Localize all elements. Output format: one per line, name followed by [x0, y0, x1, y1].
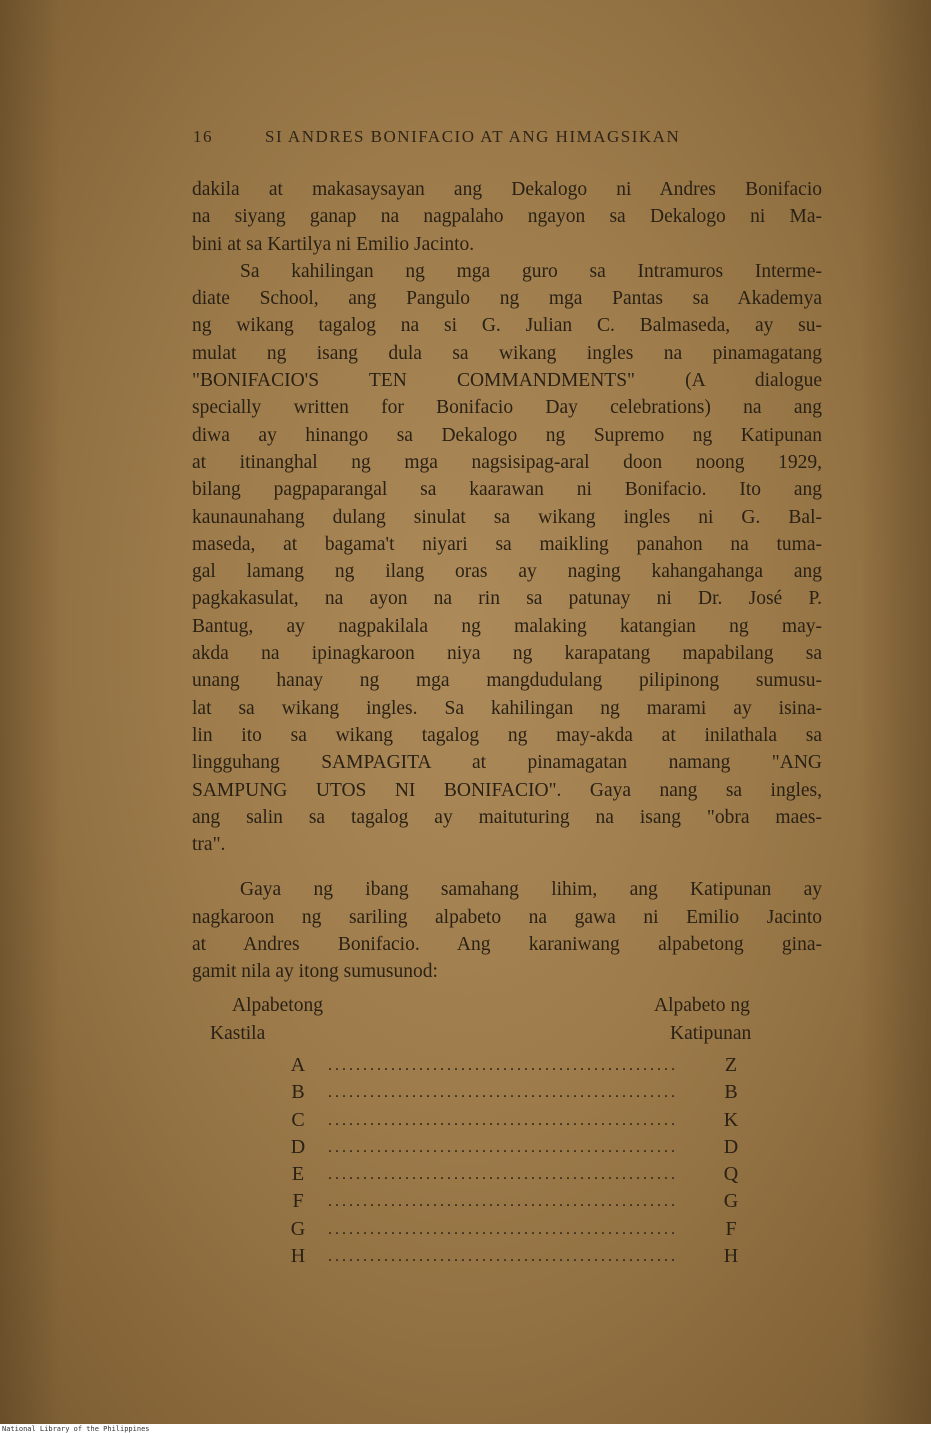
- heading-line: Alpabeto ng: [654, 995, 750, 1016]
- text-line: lat sa wikang ingles. Sa kahilingan ng marami ay isina-: [192, 697, 822, 719]
- text-line: ng wikang tagalog na si G. Julian C. Balmaseda, ay su-: [192, 315, 822, 337]
- page-number: 16: [193, 127, 213, 146]
- kastila-letter: H: [290, 1245, 306, 1268]
- kastila-letter: B: [291, 1081, 305, 1104]
- text-line: gal lamang ng ilang oras ay naging kahangahanga ang: [192, 561, 822, 583]
- text-line: bini at sa Kartilya ni Emilio Jacinto.: [192, 233, 475, 255]
- text-line: akda na ipinagkaroon niya ng karapatang mapabilang sa: [192, 643, 822, 665]
- dot-leader: ..................................................: [328, 1248, 678, 1266]
- heading-line: Katipunan: [670, 1023, 752, 1044]
- text-line: tra".: [192, 834, 226, 856]
- page-shadow-right: [861, 0, 931, 1424]
- kastila-letter: C: [291, 1108, 305, 1131]
- katipunan-letter: D: [723, 1135, 739, 1158]
- dot-leader: ..................................................: [328, 1193, 678, 1211]
- kastila-letter: A: [290, 1054, 306, 1076]
- heading-kastila: [210, 992, 323, 1048]
- dot-leader: ..................................................: [328, 1057, 678, 1074]
- katipunan-letter: K: [723, 1108, 739, 1131]
- heading-line: Alpabetong: [232, 995, 323, 1016]
- katipunan-letter: H: [723, 1245, 739, 1268]
- text-line: nagkaroon ng sariling alpabeto na gawa ni Emilio Jacinto: [192, 906, 822, 928]
- text-line: diate School, ang Pangulo ng mga Pantas sa Akademya: [192, 288, 822, 310]
- text-line: specially written for Bonifacio Day celebrations) na ang: [192, 397, 822, 419]
- kastila-letter: G: [290, 1217, 306, 1240]
- alphabet-row: [286, 1190, 756, 1217]
- text-line: SAMPUNG UTOS NI BONIFACIO". Gaya nang sa ingles,: [192, 779, 822, 801]
- page-shadow-left: [0, 0, 60, 1424]
- dot-leader: ..................................................: [328, 1220, 678, 1238]
- text-line: gamit nila ay itong sumusunod:: [192, 961, 438, 983]
- paragraph-gap: [192, 858, 822, 876]
- dot-leader: ..................................................: [328, 1111, 678, 1129]
- text-line: Gaya ng ibang samahang lihim, ang Katipunan ay: [240, 879, 822, 901]
- heading-line: Kastila: [210, 1023, 266, 1044]
- kastila-letter: D: [290, 1135, 306, 1158]
- katipunan-letter: F: [725, 1217, 737, 1240]
- text-line: Sa kahilingan ng mga guro sa Intramuros Interme-: [240, 260, 822, 282]
- text-line: bilang pagpaparangal sa kaarawan ni Bonifacio. Ito ang: [192, 479, 822, 501]
- kastila-letter: F: [292, 1190, 304, 1213]
- dot-leader: ..................................................: [328, 1084, 678, 1102]
- text-line: at Andres Bonifacio. Ang karaniwang alpabetong gina-: [192, 934, 822, 956]
- alphabet-table: [286, 1054, 756, 1272]
- alphabet-row: [286, 1054, 756, 1081]
- text-line: Bantug, ay nagpakilala ng malaking katangian ng may-: [192, 615, 822, 637]
- alphabet-row: [286, 1109, 756, 1136]
- heading-katipunan: [654, 992, 751, 1048]
- text-line: "BONIFACIO'S TEN COMMANDMENTS" (A dialogue: [192, 370, 822, 392]
- kastila-letter: E: [291, 1163, 305, 1186]
- body-text: [192, 176, 822, 986]
- running-title: SI ANDRES BONIFACIO AT ANG HIMAGSIKAN: [265, 127, 681, 146]
- alphabet-row: [286, 1245, 756, 1272]
- text-line: pagkakasulat, na ayon na rin sa patunay ni Dr. José P.: [192, 588, 822, 610]
- library-credit: National Library of the Philippines: [2, 1425, 150, 1433]
- alphabet-row: [286, 1081, 756, 1108]
- alphabet-row: [286, 1136, 756, 1163]
- alphabet-row: [286, 1163, 756, 1190]
- dot-leader: ..................................................: [328, 1138, 678, 1156]
- katipunan-letter: Z: [724, 1054, 738, 1076]
- text-line: unang hanay ng mga mangdudulang pilipinong sumusu-: [192, 670, 822, 692]
- text-line: dakila at makasaysayan ang Dekalogo ni Andres Bonifacio: [192, 179, 822, 200]
- text-line: lingguhang SAMPAGITA at pinamagatan namang "ANG: [192, 752, 822, 774]
- text-line: ang salin sa tagalog ay maituturing na isang "obra maes-: [192, 806, 822, 828]
- running-header: [193, 127, 833, 147]
- text-line: mulat ng isang dula sa wikang ingles na pinamagatang: [192, 342, 822, 364]
- text-line: lin ito sa wikang tagalog ng may-akda at inilathala sa: [192, 724, 822, 746]
- alphabet-row: [286, 1218, 756, 1245]
- text-line: kaunaunahang dulang sinulat sa wikang ingles ni G. Bal-: [192, 506, 822, 528]
- katipunan-letter: G: [723, 1190, 739, 1213]
- text-line: na siyang ganap na nagpalaho ngayon sa Dekalogo ni Ma-: [192, 206, 822, 228]
- katipunan-letter: Q: [723, 1163, 739, 1186]
- paragraph-2: [192, 258, 822, 859]
- paragraph-3: [192, 876, 822, 985]
- dot-leader: ..................................................: [328, 1166, 678, 1184]
- paragraph-1: [192, 176, 822, 258]
- katipunan-letter: B: [724, 1081, 738, 1104]
- text-line: at itinanghal ng mga nagsisipag-aral doon noong 1929,: [192, 451, 822, 473]
- text-line: diwa ay hinango sa Dekalogo ng Supremo ng Katipunan: [192, 424, 822, 446]
- text-line: maseda, at bagama't niyari sa maikling panahon na tuma-: [192, 533, 822, 555]
